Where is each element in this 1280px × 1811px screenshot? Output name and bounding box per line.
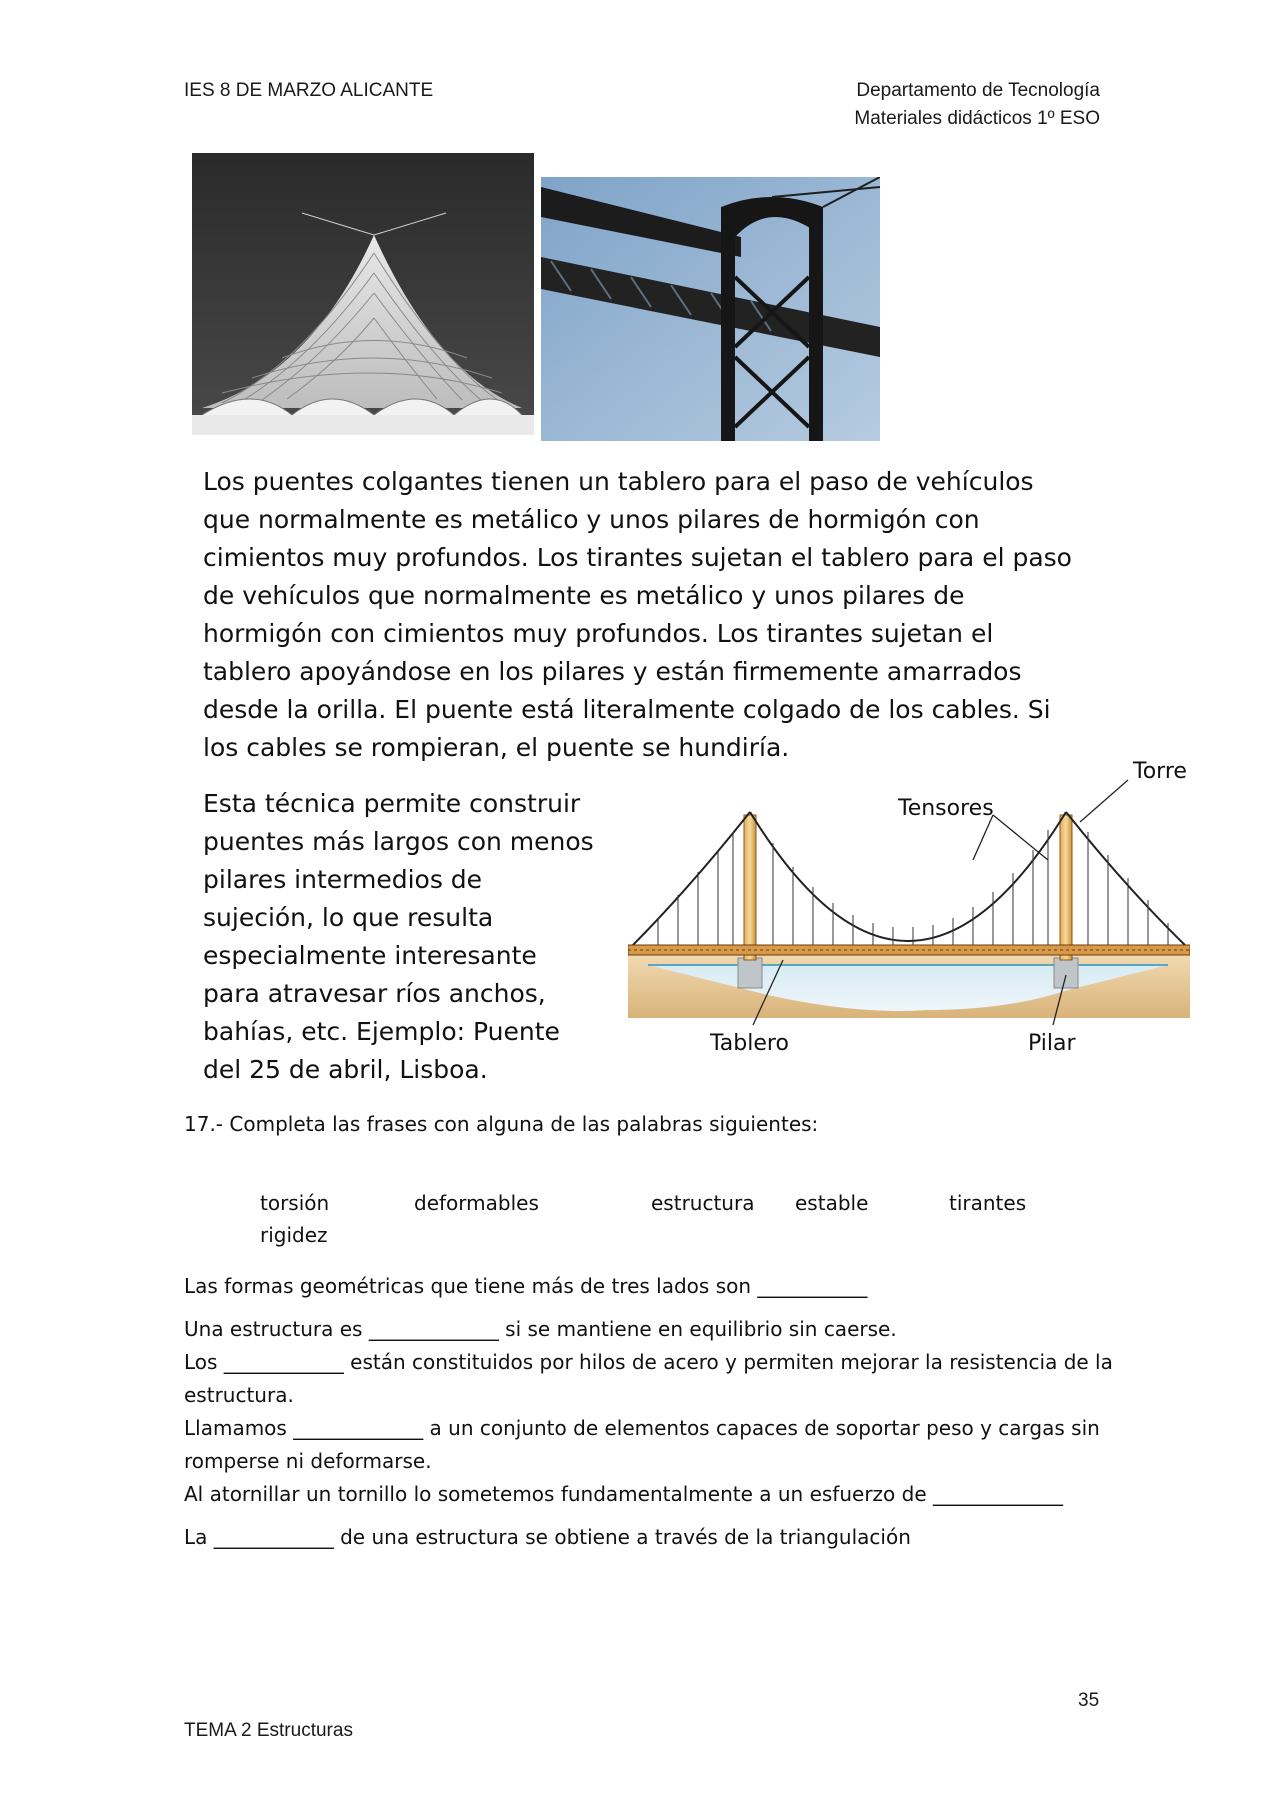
label-torre: Torre: [1133, 760, 1187, 784]
word-torsion: torsión: [260, 1191, 330, 1215]
header-school: IES 8 DE MARZO ALICANTE: [184, 80, 434, 101]
suspension-bridge-diagram: [628, 760, 1190, 1060]
word-estable: estable: [795, 1191, 869, 1215]
label-pilar: Pilar: [1028, 1031, 1076, 1056]
sentence-3: Los ____________ están constituidos por hilos de acero y permiten mejorar la resistencia de la estructura.: [184, 1350, 1113, 1407]
word-deformables: deformables: [414, 1191, 539, 1215]
label-tensores: Tensores: [898, 796, 994, 821]
sentence-2: Una estructura es _____________ si se mantiene en equilibrio sin caerse.: [184, 1317, 897, 1341]
sentence-1: Las formas geométricas que tiene más de tres lados son ___________: [184, 1274, 868, 1298]
exercise-sentences: [184, 1270, 1114, 1554]
side-paragraph: Esta técnica permite construir puentes más largos con menos pilares intermedios de sujeción, lo que resulta especialmente interesante para atravesar ríos anchos, bahías, etc. Ejemplo: Puente del 25 de abril, Lisboa.: [203, 789, 594, 1084]
exercise-title: 17.- Completa las frases con alguna de las palabras siguientes:: [184, 1112, 819, 1136]
word-rigidez: rigidez: [260, 1223, 328, 1247]
transporter-bridge-photo: [541, 177, 880, 441]
main-paragraph: Los puentes colgantes tienen un tablero para el paso de vehículos que normalmente es metálico y unos pilares de hormigón con cimientos muy profundos. Los tirantes sujetan el tablero para el paso de vehículos que normalmente es metálico y unos pilares de hormigón con cimientos muy profundos. Los tirantes sujetan el tablero apoyándose en los pilares y están firmemente amarrados desde la orilla. El puente está literalmente colgado de los cables. Si los cables se rompieran, el puente se hundiría.: [203, 467, 1072, 762]
header-materials: Materiales didácticos 1º ESO: [854, 108, 1100, 129]
sentence-6: La ____________ de una estructura se obtiene a través de la triangulación: [184, 1525, 911, 1549]
tensile-structure-photo: [192, 153, 534, 435]
label-tablero: Tablero: [710, 1031, 789, 1056]
sentence-5: Al atornillar un tornillo lo sometemos fundamentalmente a un esfuerzo de _____________: [184, 1482, 1063, 1506]
sentence-4: Llamamos _____________ a un conjunto de elementos capaces de soportar peso y cargas sin romperse ni deformarse.: [184, 1416, 1100, 1473]
word-estructura: estructura: [651, 1191, 755, 1215]
header-department: Departamento de Tecnología: [856, 80, 1100, 101]
word-tirantes: tirantes: [949, 1191, 1027, 1215]
page-number: 35: [1078, 1690, 1100, 1711]
footer-topic: TEMA 2 Estructuras: [184, 1720, 353, 1741]
